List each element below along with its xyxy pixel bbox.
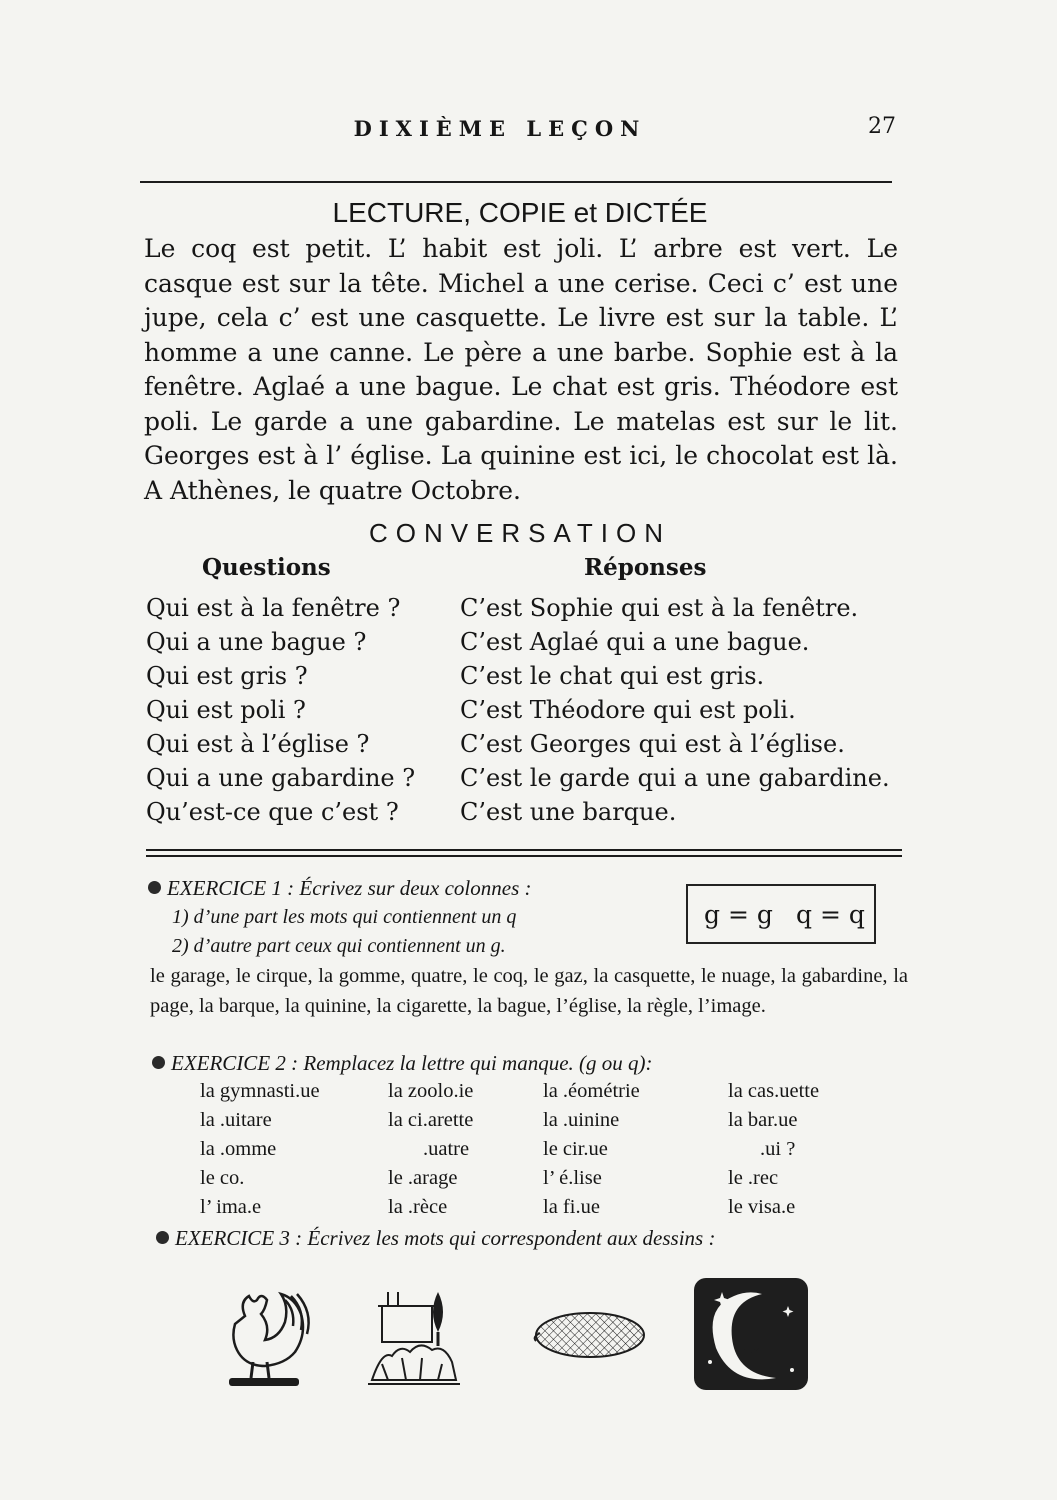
grid-cell: la fi.ue bbox=[543, 1196, 600, 1218]
g-equation: g = g bbox=[704, 900, 773, 929]
exercise1-item-1: 1) d’une part les mots qui contiennent un q bbox=[172, 906, 517, 928]
exercise1-item-2: 2) d’autre part ceux qui contiennent un g. bbox=[172, 935, 506, 957]
g-q-box bbox=[686, 884, 876, 944]
questions-header: Questions bbox=[202, 554, 331, 581]
grid-cell: la zoolo.ie bbox=[388, 1080, 474, 1102]
answer: C’est Georges qui est à l’église. bbox=[460, 730, 845, 758]
bullet-icon bbox=[148, 881, 161, 894]
question: Qui est gris ? bbox=[146, 662, 308, 690]
moon-night-drawing bbox=[692, 1274, 812, 1396]
exercise1-heading bbox=[148, 876, 532, 901]
question: Qu’est-ce que c’est ? bbox=[146, 798, 399, 826]
answer: C’est Sophie qui est à la fenêtre. bbox=[460, 594, 859, 622]
answer: C’est Aglaé qui a une bague. bbox=[460, 628, 810, 656]
grid-cell: la .rèce bbox=[388, 1196, 448, 1218]
rooster-drawing bbox=[215, 1286, 315, 1394]
page-number: 27 bbox=[868, 114, 896, 139]
hat-drawing bbox=[528, 1305, 648, 1365]
village-drawing bbox=[368, 1284, 464, 1392]
section-rule-bottom bbox=[146, 855, 902, 857]
exercise2-title: EXERCICE 2 : Remplacez la lettre qui manque. (g ou q): bbox=[171, 1051, 653, 1075]
question: Qui a une bague ? bbox=[146, 628, 367, 656]
grid-cell: .uatre bbox=[423, 1138, 470, 1160]
answers-header: Réponses bbox=[584, 554, 707, 581]
lecture-title: LECTURE, COPIE et DICTÉE bbox=[332, 197, 708, 228]
grid-cell: l’ é.lise bbox=[543, 1167, 602, 1189]
header-rule bbox=[140, 181, 892, 183]
grid-cell: la .omme bbox=[200, 1138, 277, 1160]
grid-cell: le .rec bbox=[728, 1167, 779, 1189]
grid-cell: la gymnasti.ue bbox=[200, 1080, 320, 1102]
lecture-text: Le coq est petit. L’ habit est joli. L’ arbre est vert. Le casque est sur la tête. Michel a une cerise. Ceci c’ est une jupe, cela c’ est une casquette. Le livre est sur la table. L’ homme a une canne. Le père a une barbe. Sophie est à la fenêtre. Aglaé a une bague. Le chat est gris. Théodore est poli. Le garde a une gabardine. Le matelas est sur le lit. Georges est à l’ église. La quinine est ici, le chocolat est là. A Athènes, le quatre Octobre. bbox=[144, 234, 898, 505]
grid-cell: la bar.ue bbox=[728, 1109, 798, 1131]
exercise1-title: EXERCICE 1 : Écrivez sur deux colonnes : bbox=[167, 876, 532, 900]
section-rule-top bbox=[146, 849, 902, 851]
grid-cell: la .éométrie bbox=[543, 1080, 640, 1102]
exercise1-words: le garage, le cirque, la gomme, quatre, le coq, le gaz, la casquette, le nuage, la gabardine, la page, la barque, la quinine, la cigarette, la bague, l’église, la règle, l’image. bbox=[150, 965, 908, 1017]
grid-cell: le visa.e bbox=[728, 1196, 796, 1218]
grid-cell: .ui ? bbox=[760, 1138, 796, 1160]
grid-cell: la .uitare bbox=[200, 1109, 272, 1131]
grid-cell: la ci.arette bbox=[388, 1109, 474, 1131]
lesson-title: DIXIÈME LEÇON bbox=[353, 116, 647, 141]
question: Qui est à la fenêtre ? bbox=[146, 594, 401, 622]
exercise3-title: EXERCICE 3 : Écrivez les mots qui correspondent aux dessins : bbox=[175, 1226, 716, 1250]
q-equation: q = q bbox=[796, 900, 865, 929]
answer: C’est le garde qui a une gabardine. bbox=[460, 764, 890, 792]
grid-cell: l’ ima.e bbox=[200, 1196, 262, 1218]
grid-cell: la cas.uette bbox=[728, 1080, 820, 1102]
answer: C’est le chat qui est gris. bbox=[460, 662, 765, 690]
grid-cell: le .arage bbox=[388, 1167, 458, 1189]
bullet-icon bbox=[156, 1231, 169, 1244]
grid-cell: la .uinine bbox=[543, 1109, 620, 1131]
exercise2-heading bbox=[152, 1051, 653, 1076]
question: Qui est poli ? bbox=[146, 696, 306, 724]
question: Qui est à l’église ? bbox=[146, 730, 370, 758]
bullet-icon bbox=[152, 1056, 165, 1069]
question: Qui a une gabardine ? bbox=[146, 764, 416, 792]
grid-cell: le co. bbox=[200, 1167, 245, 1189]
exercise3-heading bbox=[156, 1226, 715, 1251]
answer: C’est une barque. bbox=[460, 798, 677, 826]
answer: C’est Théodore qui est poli. bbox=[460, 696, 796, 724]
grid-cell: le cir.ue bbox=[543, 1138, 608, 1160]
conversation-title: CONVERSATION bbox=[368, 518, 672, 548]
